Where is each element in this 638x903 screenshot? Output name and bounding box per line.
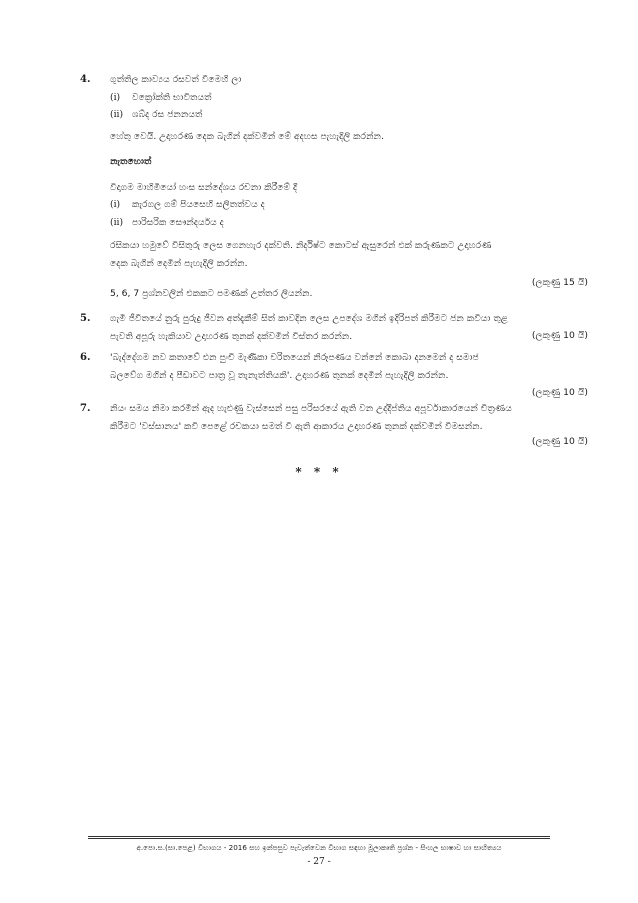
question-instruction: හේතු වෙයි. උදාහරණ දෙක බැගින් දක්වමින් මේ අදහස පැහැදිලි කරන්න.: [110, 130, 384, 142]
page-footer: අ.පො.ස.(සා.පෙළ) විභාගය - 2016 සහ ඉන්පසුව පැවැත්වෙන විභාග සඳහා මූලාකෘති ප්‍රශ්න - සිංහල භාෂාව හා සාහිත්‍යය: [136, 843, 502, 852]
question-intro: ගුත්තිල කාව්‍යය රසවත් වීමෙහි ලා: [110, 74, 242, 85]
question-number: 6.: [80, 352, 91, 363]
alternative-text: දෙක බැගින් දෙමින් පැහැදිලි කරන්න.: [110, 257, 248, 269]
end-marker: * * *: [295, 465, 343, 479]
marks-label: (ලකුණු 10 යි): [531, 387, 588, 398]
question-4: [80, 74, 588, 289]
question-number: 7.: [80, 403, 91, 414]
question-7: [80, 403, 588, 448]
item-text: කැරගල ගම් පියසෙහි සලිතත්වය ද: [132, 199, 265, 210]
or-label: නැතහොත්: [110, 156, 152, 167]
question-6: [80, 352, 588, 399]
alternative-text: රසිකයා හමුවේ විසිතුරු ලෙස ගෙනහැර දක්වති. නිර්දිෂ්ට කොටස් ඇසුරෙන් එක් කරුණකට උදාහරණ: [110, 240, 492, 251]
item-label: (i): [110, 91, 121, 103]
list-item: [88, 199, 588, 211]
page-number: - 27 -: [307, 857, 331, 867]
item-label: (ii): [110, 109, 124, 120]
question-number: 4.: [80, 74, 91, 85]
item-text: පාරිසරික සෞන්දර්යය ද: [132, 216, 224, 228]
footer-divider: [88, 838, 550, 839]
footer-divider: [88, 836, 550, 837]
item-text: වක්‍රෝක්ති භාවිතයත්: [132, 91, 212, 103]
question-text: 'බැද්දේගම නව කතාවේ එන පුංචි මැණිකා චරිතයෙන් නිරූපණය වන්නේ කොබා දනමෙන් ද සමාජ: [110, 352, 479, 363]
marks-label: (ලකුණු 15 යි): [531, 277, 588, 288]
item-text: ශබ්ද රස ජනනයත්: [132, 109, 203, 120]
question-5: [80, 313, 588, 342]
section-instruction-text: 5, 6, 7 ප්‍රශ්නවලින් එකකට පමණක් උත්තර ලියන්න.: [110, 288, 313, 299]
alternative-intro: විදාගම මාහිමියෝ හංස සන්දේශය රචනා කිරීමේ දී: [110, 181, 298, 193]
question-text: පැවති අපූරු හැකියාව උදාහරණ තුනක් දක්වමින් විස්තර කරන්න.: [110, 330, 353, 342]
question-number: 5.: [80, 313, 91, 324]
question-text: නියං සමය නිමා කරමින් ඇද හැළුණු වැස්සෙන් පසු පරිසරයේ ඇති වන උද්දීප්තිය අපූර්වාකාරයෙන් චිත්‍රණය: [110, 403, 512, 414]
list-item: [88, 92, 588, 104]
list-item: [88, 109, 588, 121]
question-text: කිරීමට 'වස්සානය' කවි පෙළේ රචකයා සමත් වී ඇති ආකාරය උදාහරණ තුනක් දක්වමින් විමසන්න.: [110, 420, 483, 432]
item-label: (ii): [110, 216, 124, 228]
section-instruction: [88, 288, 588, 300]
marks-label: (ලකුණු 10 යි): [531, 330, 588, 341]
item-label: (i): [110, 199, 121, 210]
list-item: [88, 217, 588, 229]
question-text: ගැමි ජීවිතයේ නුරු පුරුදු ජීවන අත්දැකීම් සිත් කාවදින ලෙස උපදේශ මගින් ඉදිරිපත් කිරීමට ජන කවියා තුළ: [110, 313, 508, 324]
question-text: බලවේග මගින් ද පීඩාවට පාත්‍ර වූ තැනැත්තියකි'. උදාහරණ තුනක් දෙමින් පැහැදිලි කරන්න.: [110, 369, 449, 381]
marks-label: (ලකුණු 10 යි): [531, 436, 588, 447]
